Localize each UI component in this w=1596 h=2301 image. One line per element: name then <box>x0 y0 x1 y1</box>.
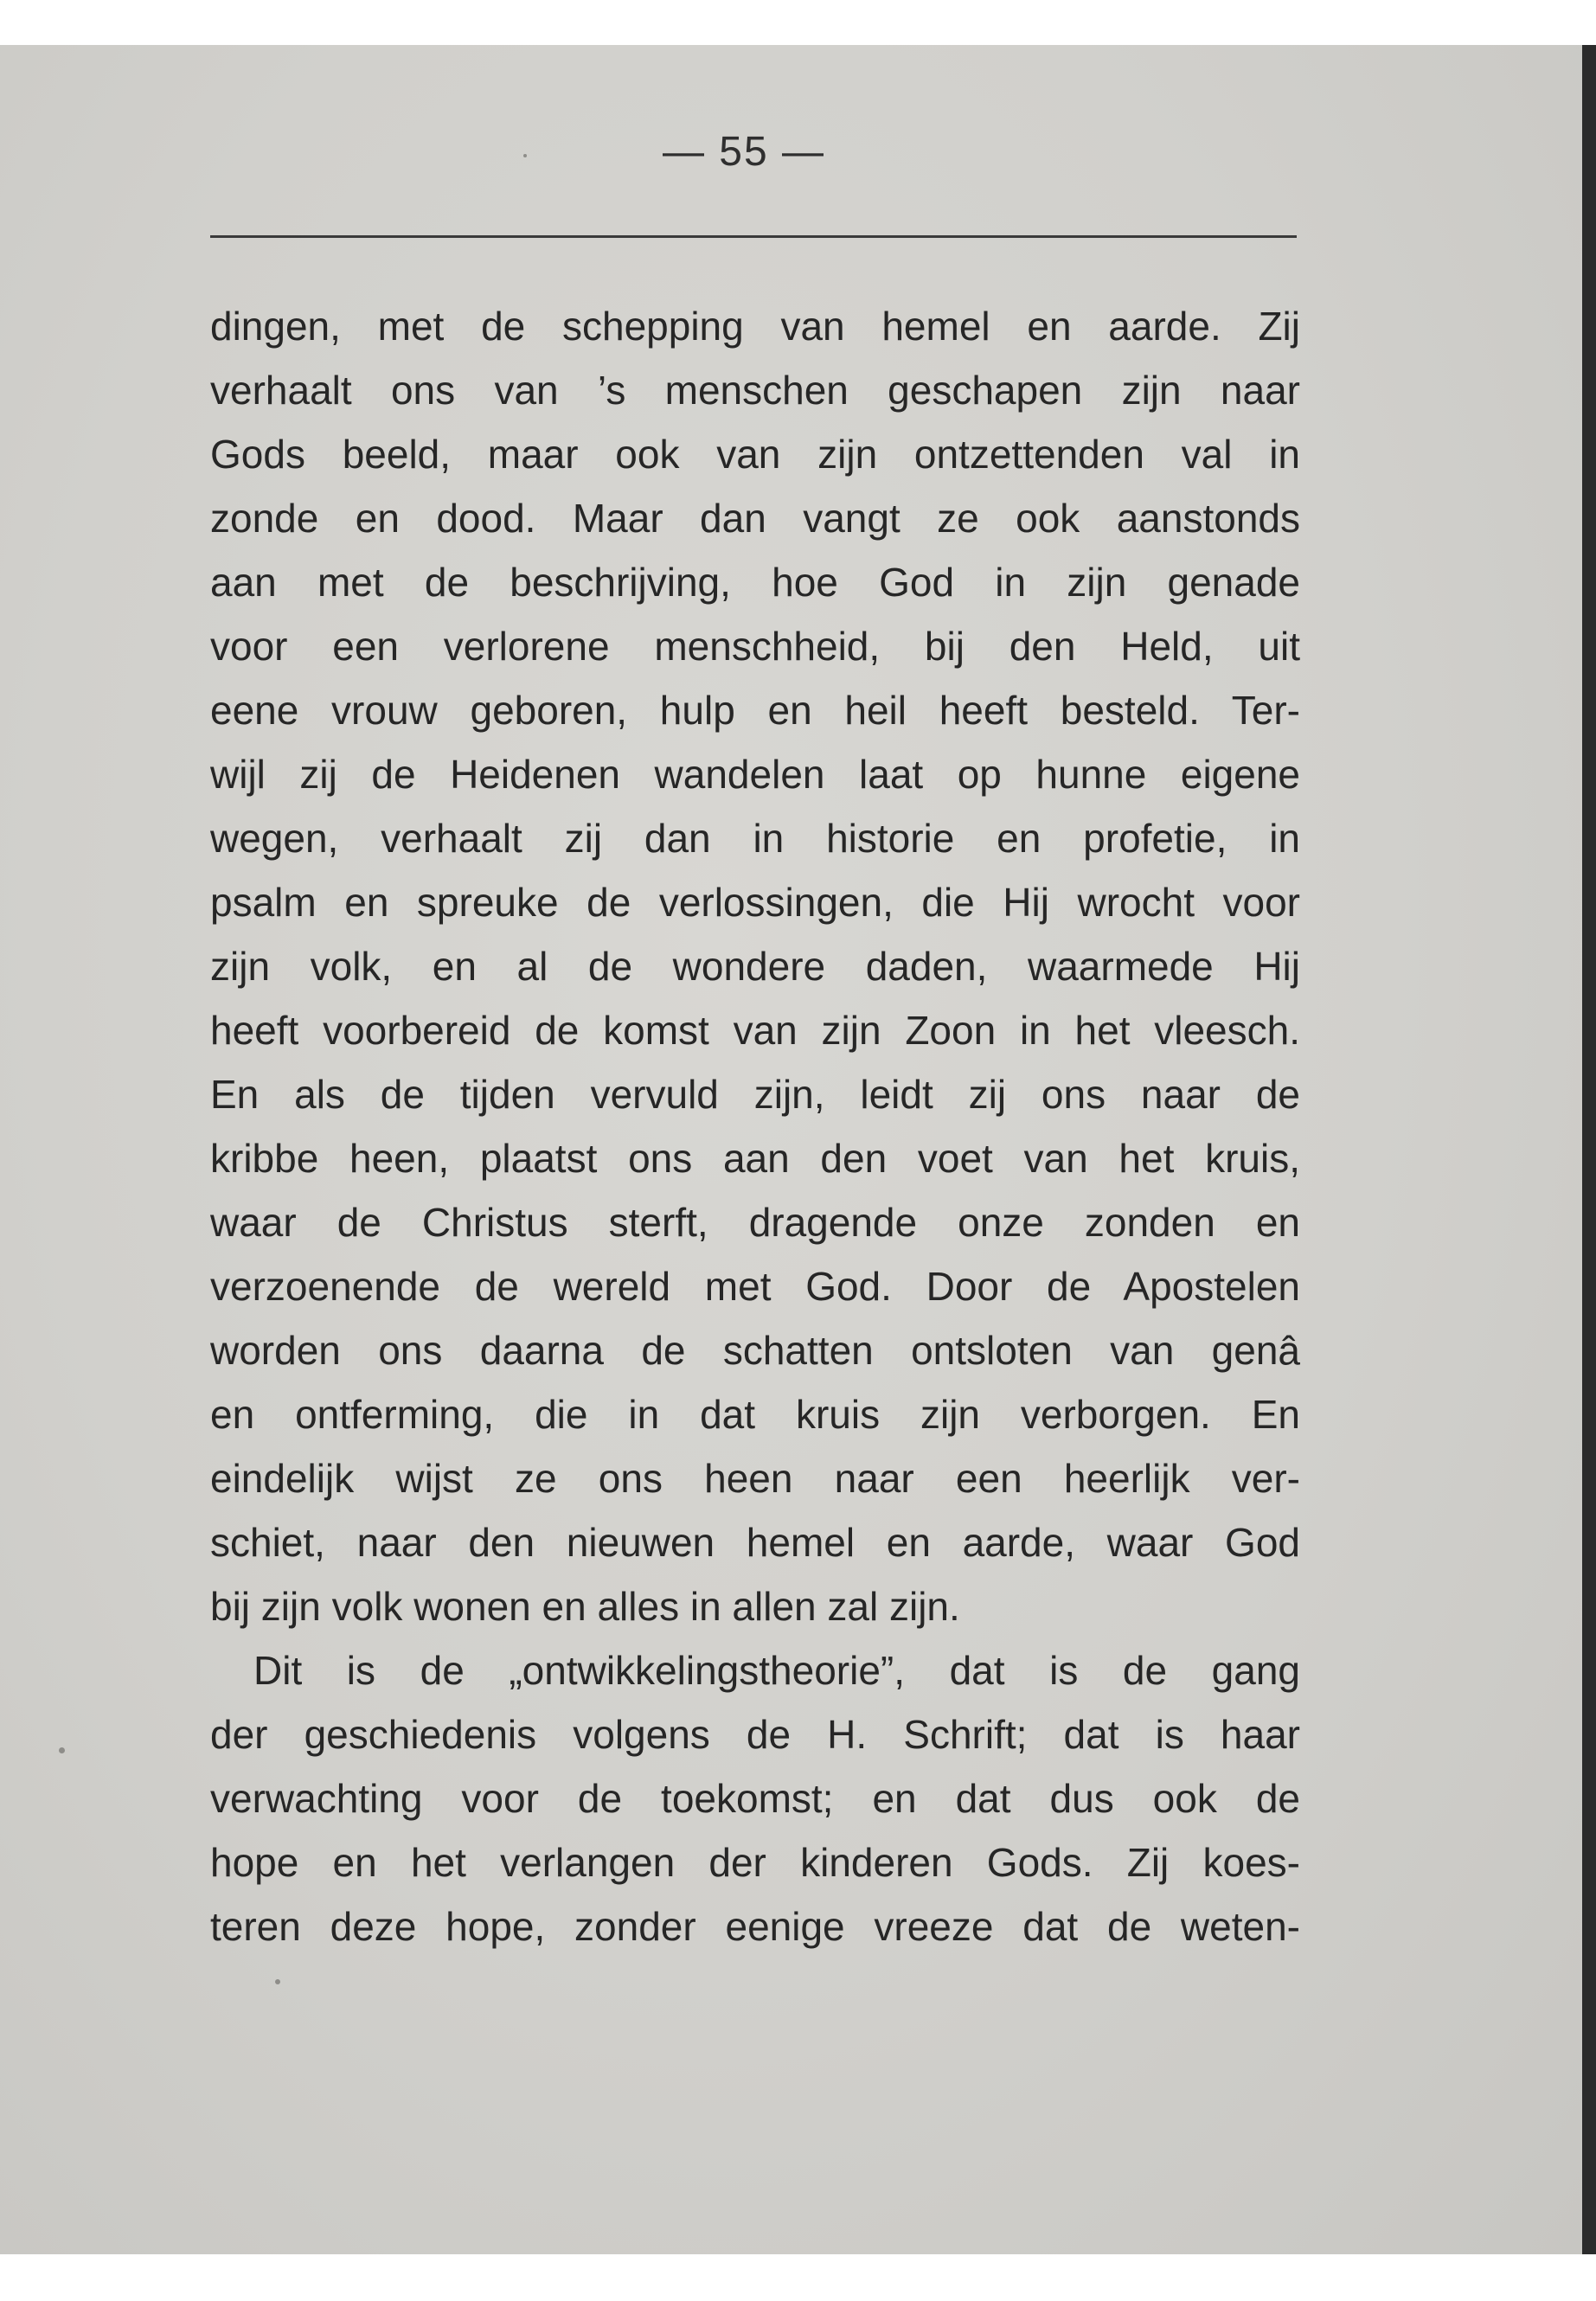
text-line: verzoenende de wereld met God. Door de Apostelen <box>210 1264 1300 1309</box>
text-line: wegen, verhaalt zij dan in historie en profetie, in <box>210 816 1300 861</box>
paper-speck <box>523 154 527 157</box>
paragraph-end-line: bij zijn volk wonen en alles in allen zal zijn. <box>210 1584 960 1629</box>
text-line: der geschiedenis volgens de H. Schrift; dat is haar <box>210 1712 1300 1757</box>
text-line: aan met de beschrijving, hoe God in zijn genade <box>210 560 1300 605</box>
text-line: waar de Christus sterft, dragende onze zonden en <box>210 1200 1300 1245</box>
paragraph-start-line: Dit is de „ontwikkelingstheorie”, dat is de gang <box>253 1648 1300 1693</box>
header-rule <box>210 235 1297 238</box>
text-line: En als de tijden vervuld zijn, leidt zij ons naar de <box>210 1072 1300 1117</box>
text-line: wijl zij de Heidenen wandelen laat op hunne eigene <box>210 752 1300 797</box>
text-line: dingen, met de schepping van hemel en aarde. Zij <box>210 304 1300 349</box>
text-line: eindelijk wijst ze ons heen naar een heerlijk ver- <box>210 1456 1300 1501</box>
text-line: worden ons daarna de schatten ontsloten van genâ <box>210 1328 1300 1373</box>
text-line: zonde en dood. Maar dan vangt ze ook aanstonds <box>210 496 1300 541</box>
body-text <box>210 294 1300 1958</box>
text-line: en ontferming, die in dat kruis zijn verborgen. En <box>210 1392 1300 1437</box>
text-line: eene vrouw geboren, hulp en heil heeft besteld. Ter- <box>210 688 1300 733</box>
text-line: kribbe heen, plaatst ons aan den voet van het kruis, <box>210 1136 1300 1181</box>
text-line: verhaalt ons van ’s menschen geschapen zijn naar <box>210 368 1300 413</box>
page-edge-shadow <box>1582 45 1596 2254</box>
text-line: teren deze hope, zonder eenige vreeze dat de weten- <box>210 1904 1300 1949</box>
text-line: Gods beeld, maar ook van zijn ontzettenden val in <box>210 432 1300 477</box>
text-line: verwachting voor de toekomst; en dat dus ook de <box>210 1776 1300 1821</box>
paper-speck <box>59 1747 65 1753</box>
text-line: hope en het verlangen der kinderen Gods. Zij koes- <box>210 1840 1300 1885</box>
page-number: — 55 — <box>662 129 826 175</box>
text-line: heeft voorbereid de komst van zijn Zoon in het vleesch. <box>210 1008 1300 1053</box>
text-line: zijn volk, en al de wondere daden, waarmede Hij <box>210 944 1300 989</box>
text-line: voor een verlorene menschheid, bij den Held, uit <box>210 624 1300 669</box>
text-line: psalm en spreuke de verlossingen, die Hij wrocht voor <box>210 880 1300 925</box>
text-line: schiet, naar den nieuwen hemel en aarde, waar God <box>210 1520 1300 1565</box>
paper-speck <box>275 1979 280 1984</box>
